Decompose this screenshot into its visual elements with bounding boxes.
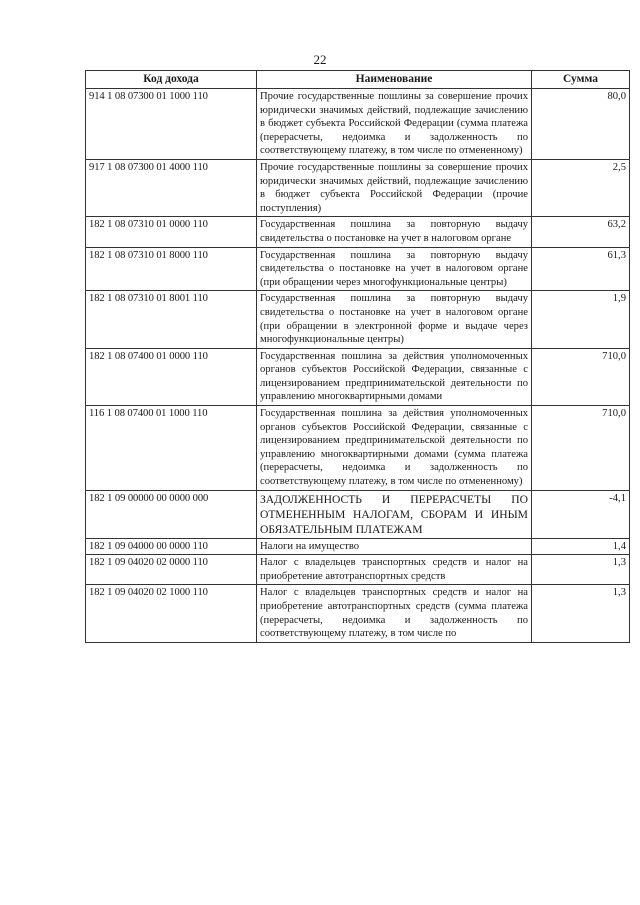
revenue-code: 182 1 09 00000 00 0000 000 xyxy=(86,490,257,538)
header-amount: Сумма xyxy=(532,71,630,89)
revenue-name: Налоги на имущество xyxy=(257,538,532,555)
revenue-name: Налог с владельцев транспортных средств и налог на приобретение автотранспортных средств (сумма платежа (перерасчеты, недоимка и задолженность по соответствующему платежу, в том числе по xyxy=(257,585,532,642)
revenue-name: Государственная пошлина за повторную выдачу свидетельства о постановке на учет в налоговом органе xyxy=(257,217,532,247)
revenue-code: 182 1 09 04000 00 0000 110 xyxy=(86,538,257,555)
revenue-code: 116 1 08 07400 01 1000 110 xyxy=(86,406,257,491)
revenue-name: Государственная пошлина за повторную выдачу свидетельства о постановке на учет в налоговом органе (при обращении через многофункциональные центры) xyxy=(257,247,532,291)
table-row xyxy=(86,159,630,216)
revenue-amount: 2,5 xyxy=(532,159,630,216)
revenue-amount: 710,0 xyxy=(532,406,630,491)
page-number: 22 xyxy=(313,52,327,67)
revenue-amount: 710,0 xyxy=(532,348,630,405)
header-name: Наименование xyxy=(257,71,532,89)
revenue-code: 182 1 09 04020 02 0000 110 xyxy=(86,555,257,585)
revenue-amount: 61,3 xyxy=(532,247,630,291)
revenue-code: 182 1 08 07310 01 0000 110 xyxy=(86,217,257,247)
revenue-amount: 1,3 xyxy=(532,555,630,585)
table-row xyxy=(86,217,630,247)
revenue-name: Налог с владельцев транспортных средств и налог на приобретение автотранспортных средств xyxy=(257,555,532,585)
revenue-name: Государственная пошлина за действия уполномоченных органов субъектов Российской Федерации, связанные с лицензированием предпринимательской деятельности по управлению многоквартирными домами xyxy=(257,348,532,405)
revenue-name: Государственная пошлина за повторную выдачу свидетельства о постановке на учет в налоговом органе (при обращении в электронной форме и выдаче через многофункциональные центры) xyxy=(257,291,532,348)
revenue-table xyxy=(85,70,630,643)
table-row xyxy=(86,585,630,642)
table-row xyxy=(86,406,630,491)
revenue-amount: 1,4 xyxy=(532,538,630,555)
revenue-name: Прочие государственные пошлины за совершение прочих юридически значимых действий, подлежащие зачислению в бюджет субъекта Российской Федерации (прочие поступления) xyxy=(257,159,532,216)
table-row xyxy=(86,555,630,585)
table-row xyxy=(86,348,630,405)
revenue-amount: -4,1 xyxy=(532,490,630,538)
table-row xyxy=(86,490,630,538)
table-row xyxy=(86,89,630,160)
table-row xyxy=(86,247,630,291)
revenue-code: 917 1 08 07300 01 4000 110 xyxy=(86,159,257,216)
table-row xyxy=(86,291,630,348)
header-code: Код дохода xyxy=(86,71,257,89)
revenue-amount: 80,0 xyxy=(532,89,630,160)
revenue-code: 182 1 08 07400 01 0000 110 xyxy=(86,348,257,405)
revenue-amount: 1,3 xyxy=(532,585,630,642)
table-header-row xyxy=(86,71,630,89)
revenue-code: 914 1 08 07300 01 1000 110 xyxy=(86,89,257,160)
table-row xyxy=(86,538,630,555)
revenue-code: 182 1 08 07310 01 8000 110 xyxy=(86,247,257,291)
revenue-name: Прочие государственные пошлины за совершение прочих юридически значимых действий, подлежащие зачислению в бюджет субъекта Российской Федерации (сумма платежа (перерасчеты, недоимка и задолженность по соответствующему платежу, в том числе по отмененному) xyxy=(257,89,532,160)
revenue-code: 182 1 08 07310 01 8001 110 xyxy=(86,291,257,348)
revenue-amount: 1,9 xyxy=(532,291,630,348)
revenue-code: 182 1 09 04020 02 1000 110 xyxy=(86,585,257,642)
revenue-amount: 63,2 xyxy=(532,217,630,247)
revenue-name: Государственная пошлина за действия уполномоченных органов субъектов Российской Федерации, связанные с лицензированием предпринимательской деятельности по управлению многоквартирными домами (сумма платежа (перерасчеты, недоимка и задолженность по соответствующему платежу, в том числе по отмененному) xyxy=(257,406,532,491)
revenue-name: ЗАДОЛЖЕННОСТЬ И ПЕРЕРАСЧЕТЫ ПО ОТМЕНЕННЫМ НАЛОГАМ, СБОРАМ И ИНЫМ ОБЯЗАТЕЛЬНЫМ ПЛАТЕЖАМ xyxy=(257,490,532,538)
